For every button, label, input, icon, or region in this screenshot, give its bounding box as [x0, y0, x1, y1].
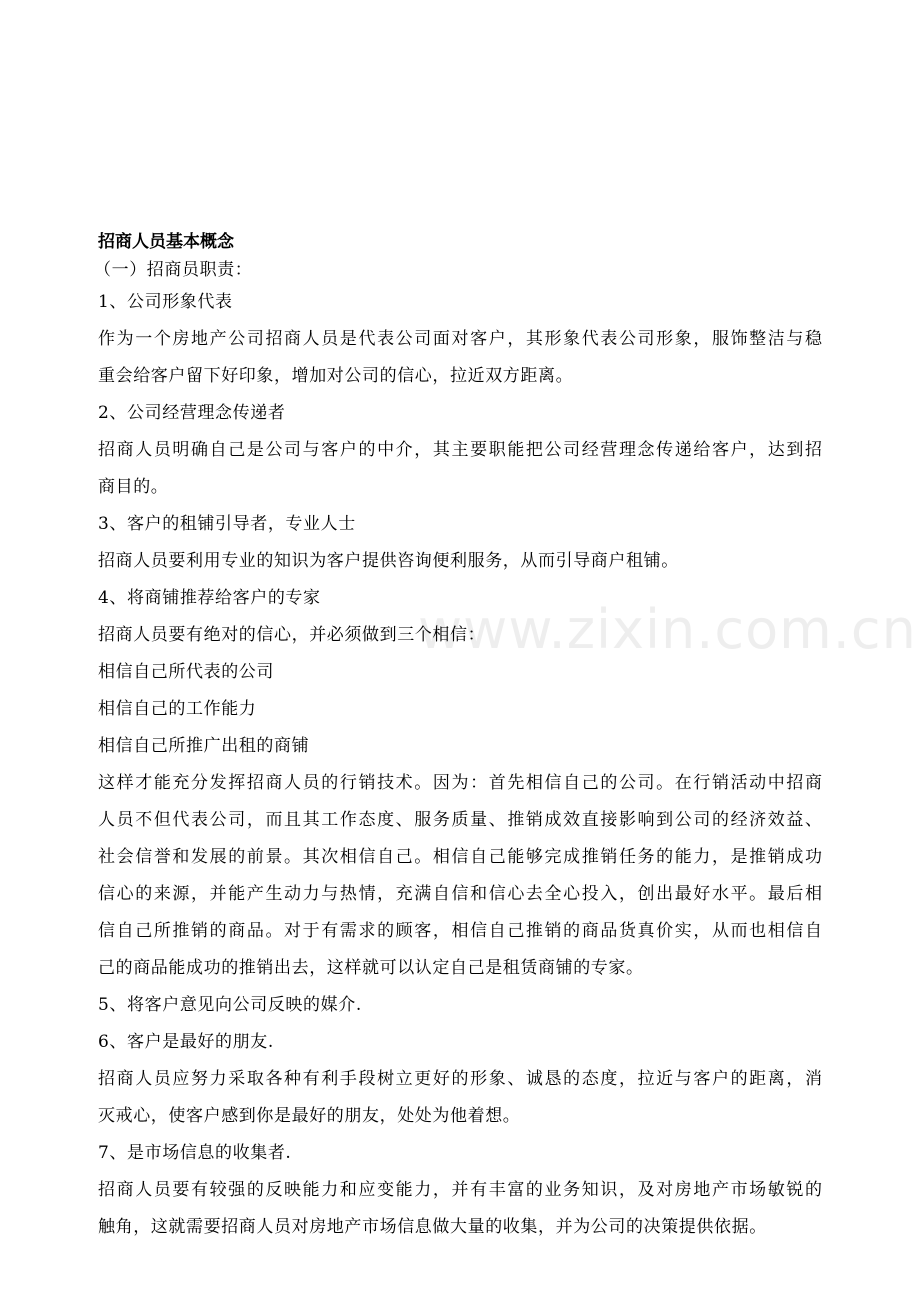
document-title: 招商人员基本概念 [98, 232, 234, 252]
paragraph-line: 触角，这就需要招商人员对房地产市场信息做大量的收集，并为公司的决策提供依据。 [98, 1217, 767, 1237]
section-2 [98, 395, 828, 506]
belief-item: 相信自己的工作能力 [98, 699, 257, 719]
section-4 [98, 580, 828, 987]
paragraph-line: 灭戒心，使客户感到你是最好的朋友，处处为他着想。 [98, 1106, 521, 1126]
paragraph-line: 招商人员应努力采取各种有利手段树立更好的形象、诚恳的态度，拉近与客户的距离，消 [98, 1069, 822, 1089]
paragraph-line: 信自己所推销的商品。对于有需求的顾客，相信自己推销的商品货真价实，从而也相信自 [98, 921, 822, 941]
section-3 [98, 506, 828, 580]
paragraph-line: 招商人员要有绝对的信心，并必须做到三个相信： [98, 625, 486, 645]
section-paragraph [98, 543, 828, 580]
paragraph-line: 重会给客户留下好印象，增加对公司的信心，拉近双方距离。 [98, 366, 574, 386]
section-heading: 7、是市场信息的收集者. [98, 1143, 292, 1163]
watermark: www.zixin.com.cn [418, 598, 917, 661]
paragraph-line: 商目的。 [98, 477, 169, 497]
paragraph-line: 招商人员要有较强的反映能力和应变能力，并有丰富的业务知识，及对房地产市场敏锐的 [98, 1180, 822, 1200]
section-6 [98, 1024, 828, 1135]
belief-item: 相信自己所推广出租的商铺 [98, 736, 310, 756]
section-heading: 1、公司形象代表 [98, 292, 233, 312]
section-7 [98, 1135, 828, 1246]
section-subtitle: （一）招商员职责： [94, 260, 253, 280]
paragraph-line: 这样才能充分发挥招商人员的行销技术。因为：首先相信自己的公司。在行销活动中招商 [98, 773, 822, 793]
document-body [94, 228, 828, 1246]
paragraph-line: 人员不但代表公司，而且其工作态度、服务质量、推销成效直接影响到公司的经济效益、 [98, 810, 822, 830]
section-paragraph [98, 321, 828, 395]
section-heading: 3、客户的租铺引导者，专业人士 [98, 514, 356, 534]
section-heading: 2、公司经营理念传递者 [98, 403, 286, 423]
section-paragraph [98, 1172, 828, 1246]
section-5 [98, 987, 828, 1024]
section-paragraph [98, 432, 828, 506]
paragraph-line: 社会信誉和发展的前景。其次相信自己。相信自己能够完成推销任务的能力，是推销成功 [98, 847, 822, 867]
belief-item: 相信自己所代表的公司 [98, 662, 274, 682]
section-1 [98, 284, 828, 395]
paragraph-line: 招商人员要利用专业的知识为客户提供咨询便利服务，从而引导商户租铺。 [98, 551, 679, 571]
paragraph-line: 作为一个房地产公司招商人员是代表公司面对客户，其形象代表公司形象，服饰整洁与稳 [98, 329, 822, 349]
paragraph-line: 招商人员明确自己是公司与客户的中介，其主要职能把公司经营理念传递给客户，达到招 [98, 440, 822, 460]
paragraph-line: 信心的来源，并能产生动力与热情，充满自信和信心去全心投入，创出最好水平。最后相 [98, 884, 822, 904]
section-heading: 6、客户是最好的朋友. [98, 1032, 274, 1052]
paragraph-line: 己的商品能成功的推销出去，这样就可以认定自己是租赁商铺的专家。 [98, 958, 644, 978]
section-paragraph [98, 617, 828, 987]
section-paragraph [98, 1061, 828, 1135]
section-heading: 4、将商铺推荐给客户的专家 [98, 588, 321, 608]
section-heading: 5、将客户意见向公司反映的媒介. [98, 995, 362, 1015]
